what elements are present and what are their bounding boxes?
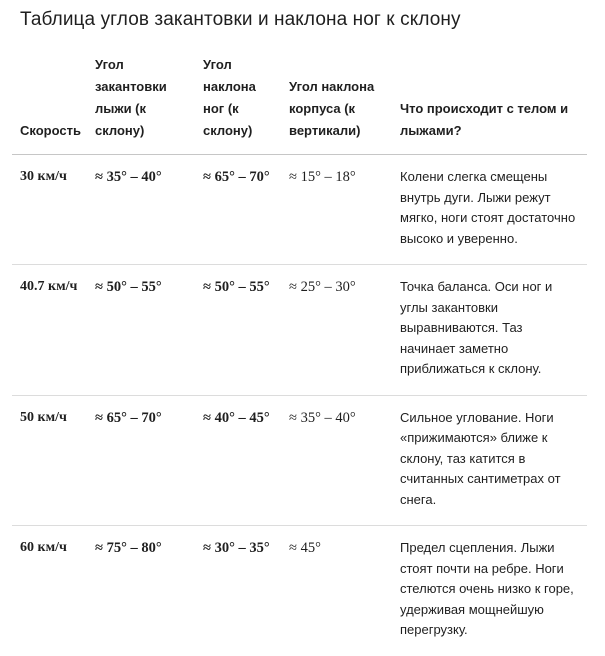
table-row [12, 526, 587, 656]
header-torso-angle: Угол наклона корпуса (к вертикали) [281, 48, 392, 155]
leg-angle-cell: ≈ 30° – 35° [203, 540, 270, 556]
torso-angle-cell: ≈ 15° – 18° [281, 155, 392, 265]
torso-angle-cell: ≈ 45° [289, 540, 321, 556]
speed-cell: 50 км/ч [12, 395, 87, 526]
header-edge-angle: Угол закантовки лыжи (к склону) [87, 48, 195, 155]
header-row [12, 48, 587, 155]
description-cell: Точка баланса. Оси ног и углы закантовки выравниваются. Таз начинает заметно приближаться к склону. [392, 265, 587, 396]
edge-angle-cell: ≈ 50° – 55° [87, 265, 195, 396]
table-row [12, 265, 587, 396]
description-cell: Предел сцепления. Лыжи стоят почти на ребре. Ноги стелются очень низко к горе, удерживая мощнейшую перегрузку. [400, 540, 574, 637]
table-body [12, 155, 587, 656]
edge-angle-cell: ≈ 35° – 40° [87, 155, 195, 265]
speed-cell: 30 км/ч [12, 155, 87, 265]
speed-cell: 40.7 км/ч [12, 265, 87, 396]
speed-cell: 60 км/ч [20, 540, 67, 555]
leg-angle-cell: ≈ 50° – 55° [195, 265, 281, 396]
description-cell: Сильное углование. Ноги «прижимаются» ближе к склону, таз катится в считанных сантиметрах от снега. [392, 395, 587, 526]
edge-angle-cell: ≈ 65° – 70° [87, 395, 195, 526]
table-header [12, 48, 587, 155]
leg-angle-cell: ≈ 40° – 45° [195, 395, 281, 526]
torso-angle-cell: ≈ 35° – 40° [281, 395, 392, 526]
edge-angle-cell: ≈ 75° – 80° [95, 540, 162, 556]
page-title: Таблица углов закантовки и наклона ног к склону [20, 9, 461, 30]
table-row [12, 155, 587, 265]
header-description: Что происходит с телом и лыжами? [392, 48, 587, 155]
angles-table [12, 48, 587, 656]
torso-angle-cell: ≈ 25° – 30° [281, 265, 392, 396]
leg-angle-cell: ≈ 65° – 70° [195, 155, 281, 265]
description-cell: Колени слегка смещены внутрь дуги. Лыжи режут мягко, ноги стоят достаточно высоко и уверенно. [392, 155, 587, 265]
header-leg-angle: Угол наклона ног (к склону) [195, 48, 281, 155]
header-speed: Скорость [12, 48, 87, 155]
table-row [12, 395, 587, 526]
